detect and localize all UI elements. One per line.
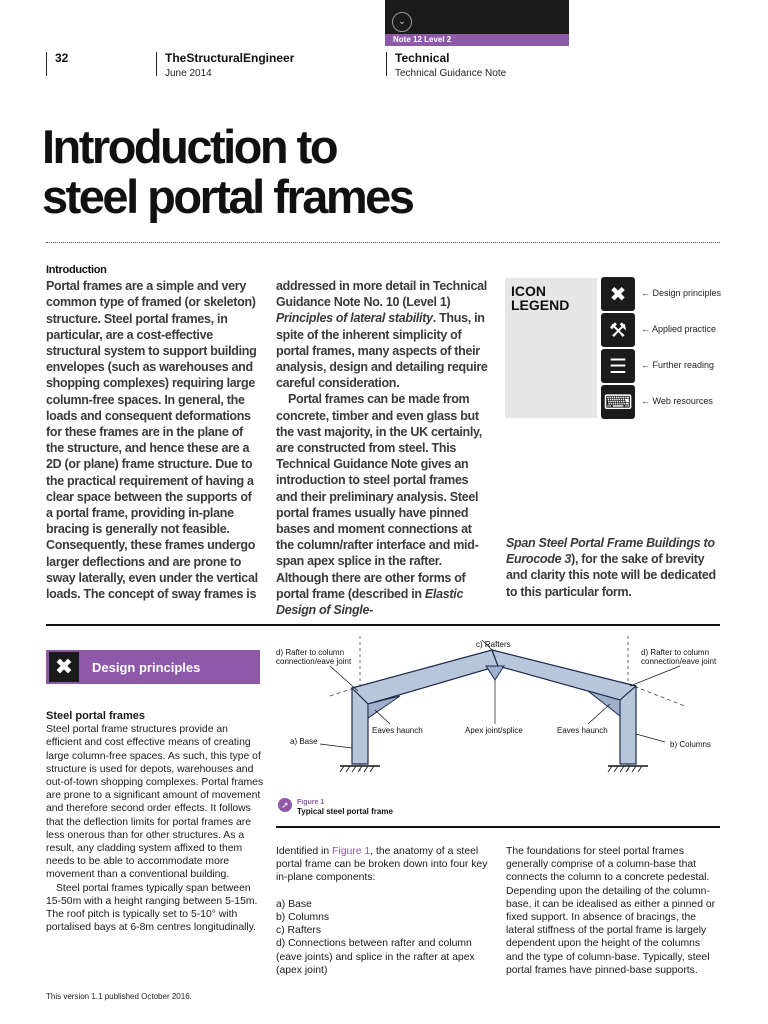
foundations-column xyxy=(506,845,720,977)
label-base: a) Base xyxy=(290,737,318,746)
intro-reference-italic-3: Span Steel Portal Frame Buildings to Eurocode 3 xyxy=(506,536,715,567)
intro-text-2a: addressed in more detail in Technical Guidance Note No. 10 (Level 1) xyxy=(276,279,487,310)
page-number: 32 xyxy=(55,51,69,65)
publication-name: TheStructuralEngineer xyxy=(165,51,295,65)
design-principles-icon: ✖ xyxy=(601,277,635,311)
applied-practice-icon: ⚒ xyxy=(601,313,635,347)
header-divider xyxy=(156,52,157,76)
component-item: b) Columns xyxy=(276,912,330,924)
left-base-hatch xyxy=(340,766,374,772)
section-rule xyxy=(46,624,720,626)
design-principles-icon: ✖ xyxy=(49,652,79,682)
apex-splice xyxy=(486,666,504,680)
section-name: Technical xyxy=(395,51,450,65)
figure-1-link[interactable]: Figure 1 xyxy=(332,846,371,857)
figure-caption: Typical steel portal frame xyxy=(297,807,393,816)
intro-column-2 xyxy=(276,278,492,618)
chevron-down-icon[interactable]: ⌄ xyxy=(392,12,412,32)
figure-rule xyxy=(276,826,720,828)
label-columns: b) Columns xyxy=(670,740,711,749)
steel-portal-frames-heading: Steel portal frames xyxy=(46,710,146,722)
publication-date: June 2014 xyxy=(165,68,212,79)
component-item: d) Connections between rafter and column (eave joints) and splice in the rafter at apex (apex joint) xyxy=(276,938,475,976)
legend-item-design-principles: ← Design principles xyxy=(641,288,722,298)
intro-text-1: Portal frames are a simple and very common type of framed (or skeleton) structure. Steel portal frames, in particular, are a cost-effective structural system to support building envelopes (such as warehouses and shopping complexes) requiring large column-free spaces. In general, the loads and consequent deformations for these frames are in the plane of the structure, and hence these are a 2D (or plane) frame structure. Due to the practical requirement of having a clear space between the supports of a portal frame, providing in-plane bracing is generally not feasible. Consequently, these frames undergo larger deflections and are prone to sway laterally, even under the vertical loads. The concept of sway frames is xyxy=(46,279,258,602)
intro-reference-italic: Principles of lateral stability xyxy=(276,311,433,326)
component-item: a) Base xyxy=(276,898,312,910)
design-principles-title: Design principles xyxy=(92,660,201,675)
component-item: c) Rafters xyxy=(276,925,322,937)
legend-item-applied-practice: ← Applied practice xyxy=(641,324,717,334)
version-footer: This version 1.1 published October 2016. xyxy=(46,992,192,1001)
design-principles-paragraph-2: Steel portal frames typically span between 15-50m with a height ranging between 5-15m. The roof pitch is typically set to 5-10° with portalised bays at 6-8m centres longitudinally. xyxy=(46,882,258,934)
header-divider xyxy=(46,52,47,76)
article-title: Introduction to steel portal frames xyxy=(42,120,413,223)
web-resources-icon: ⌨ xyxy=(601,385,635,419)
intro-column-3 xyxy=(506,535,720,600)
title-rule xyxy=(46,242,720,243)
portal-frame-figure xyxy=(270,636,720,836)
right-rafter-shape xyxy=(492,650,636,700)
legend-item-further-reading: ← Further reading xyxy=(641,360,715,370)
foundations-paragraph: The foundations for steel portal frames generally comprise of a column-base that connects the column to a concrete pedestal. Depending upon the detailing of the column-base, it can be idealised as either a pinned or fixed support. In absence of bracings, the lateral stiffness of the portal frame is largely dependent upon the height of the columns and the type of column-base. Typically, steel portal frames have pinned-base supports. xyxy=(506,846,716,976)
header-divider xyxy=(386,52,387,76)
label-eaves-haunch-left: Eaves haunch xyxy=(372,726,423,735)
label-rafter-column-left: d) Rafter to column connection/eave joint xyxy=(276,648,352,666)
anatomy-lead: Identified in xyxy=(276,846,333,857)
figure-number: Figure 1 xyxy=(297,799,325,806)
anatomy-rest: , the anatomy of a steel portal frame can be broken down into four key in-plane components: xyxy=(276,846,488,884)
icon-legend-title: ICON LEGEND xyxy=(511,283,570,313)
right-base-hatch xyxy=(608,766,642,772)
section-subtitle: Technical Guidance Note xyxy=(395,68,507,79)
intro-reference-italic-2: Elastic Design of Single- xyxy=(276,586,464,618)
figure-arrow-icon: ➚ xyxy=(278,798,292,812)
design-principles-column xyxy=(46,710,264,934)
intro-heading: Introduction xyxy=(46,264,107,276)
design-principles-paragraph-1: Steel portal frame structures provide an efficient and cost effective means of creating large column-free spaces. As such, this type of structure is used for depots, warehouses and out-of-town shopping complexes. Portal frames are prone to a significant amount of movement and therefore second order effects. It follows that the deflection limits for portal frames are less onerous than for other structures. As a result, any cladding system affixed to them needs to be able to accommodate more movement than a conventional building. xyxy=(46,724,264,881)
label-rafter-column-right: d) Rafter to column connection/eave joint xyxy=(641,648,717,666)
left-rafter-shape xyxy=(352,650,498,704)
label-rafters: c) Rafters xyxy=(476,640,511,649)
intro-text-3: ), for the sake of brevity and clarity this note will be dedicated to this particular form. xyxy=(506,552,716,599)
further-reading-icon: ☰ xyxy=(601,349,635,383)
label-apex-joint: Apex joint/splice xyxy=(465,726,523,735)
note-tab-header xyxy=(385,0,569,34)
legend-item-web-resources: ← Web resources xyxy=(641,396,713,406)
note-level-badge: Note 12 Level 2 xyxy=(385,34,569,46)
intro-column-1 xyxy=(46,262,260,602)
label-eaves-haunch-right: Eaves haunch xyxy=(557,726,608,735)
anatomy-column xyxy=(276,845,492,977)
intro-text-2c: Portal frames can be made from concrete, timber and even glass but the vast majority, in the UK certainly, are constructed from steel. This Technical Guidance Note gives an introduction to steel portal frames and their preliminary analysis. Steel portal frames usually have pinned bases and moment connections at the column/rafter interface and mid-span apex splice in the rafter. Although there are other forms of portal frame (described in xyxy=(276,392,482,601)
intro-text-2b: . Thus, in spite of the inherent simplicity of portal frames, many aspects of their analysis, design and detailing require careful consideration. xyxy=(276,311,488,391)
